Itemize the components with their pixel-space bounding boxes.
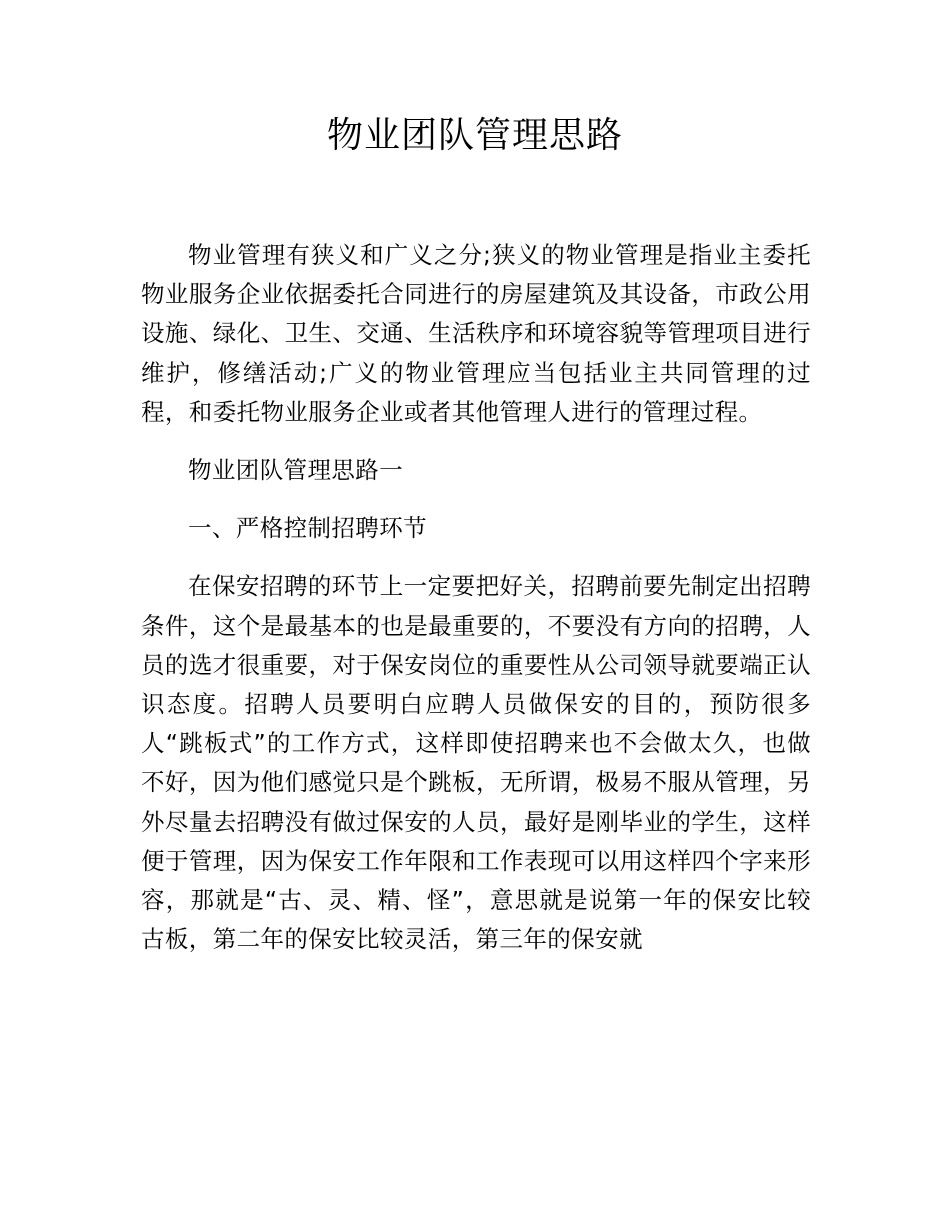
subsection-heading: 一、严格控制招聘环节 bbox=[188, 514, 427, 543]
document-title: 物业团队管理思路 bbox=[326, 115, 623, 156]
paragraph-intro: 物业管理有狭义和广义之分;狭义的物业管理是指业主委托物业服务企业依据委托合同进行的房屋建筑及其设备，市政公用设施、绿化、卫生、交通、生活秩序和环境容貌等管理项目进行维护，修缮活动;广义的物业管理应当包括业主共同管理的过程，和委托物业服务企业或者其他管理人进行的管理过程。 bbox=[141, 241, 811, 426]
document-body bbox=[141, 236, 811, 978]
section-heading: 物业团队管理思路一 bbox=[188, 456, 404, 485]
paragraph-recruitment: 在保安招聘的环节上一定要把好关，招聘前要先制定出招聘条件，这个是最基本的也是最重要的，不要没有方向的招聘，人员的选才很重要，对于保安岗位的重要性从公司领导就要端正认识态度。招聘人员要明白应聘人员做保安的目的，预防很多人“跳板式”的工作方式，这样即使招聘来也不会做太久，也做不好，因为他们感觉只是个跳板，无所谓，极易不服从管理，另外尽量去招聘没有做过保安的人员，最好是刚毕业的学生，这样便于管理，因为保安工作年限和工作表现可以用这样四个字来形容，那就是“古、灵、精、怪”，意思就是说第一年的保安比较古板，第二年的保安比较灵活，第三年的保安就 bbox=[141, 572, 811, 954]
